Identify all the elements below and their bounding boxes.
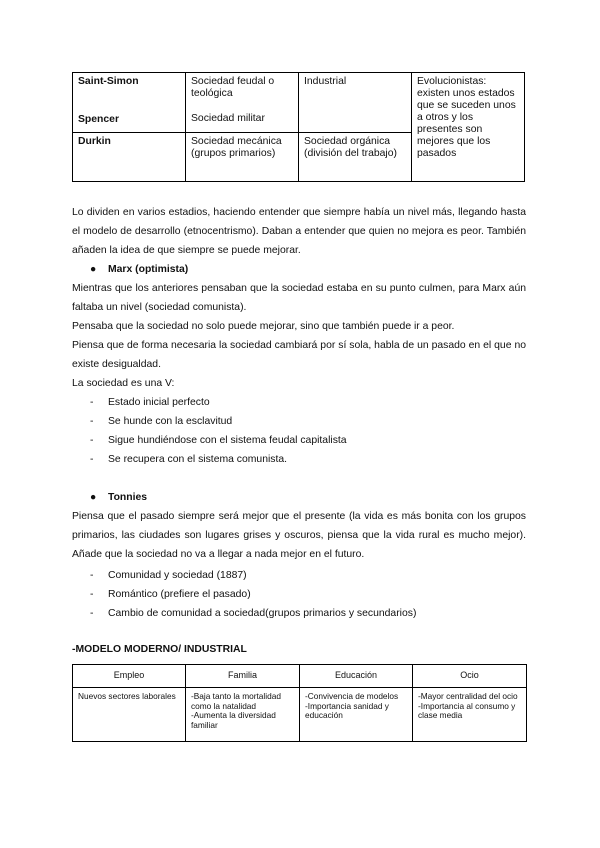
table-header-row: [73, 665, 527, 688]
column-header: Familia: [186, 665, 300, 688]
tonnies-heading: ● Tonnies: [90, 488, 147, 507]
marx-paragraph-3: Piensa que de forma necesaria la sociedad cambiará por sí sola, habla de un pasado en el que no existe desigualdad.: [72, 340, 526, 370]
table-cell: -Mayor centralidad del ocio -Importancia al consumo y clase media: [413, 688, 527, 742]
bullet-icon: ●: [90, 264, 97, 275]
bullet-icon: ●: [90, 492, 97, 503]
list-item: - Comunidad y sociedad (1887): [90, 570, 247, 581]
marx-paragraph-2: Pensaba que la sociedad no solo puede mejorar, sino que también puede ir a peor.: [72, 321, 455, 332]
marx-heading: ● Marx (optimista): [90, 260, 188, 279]
table-cell: Industrial: [299, 73, 412, 133]
tonnies-paragraph: Piensa que el pasado siempre será mejor que el presente (la vida es más bonita con los grupos primarios, las ciudades son lugares grises y oscuros, piensa que la vida rural es mucho mejor). Añade que la sociedad no va a llegar a nada mejor en el futuro.: [72, 511, 526, 560]
list-item: - Se recupera con el sistema comunista.: [90, 454, 288, 465]
table-row: [73, 688, 527, 742]
table-cell: -Baja tanto la mortalidad como la natalidad -Aumenta la diversidad familiar: [186, 688, 300, 742]
modelo-table: [72, 664, 527, 742]
table-cell: Sociedad orgánica (división del trabajo): [299, 133, 412, 182]
marx-paragraph-4: La sociedad es una V:: [72, 378, 175, 389]
table-cell: Saint-Simon Spencer: [73, 73, 186, 133]
table-row: [73, 73, 525, 133]
list-item: - Estado inicial perfecto: [90, 397, 210, 408]
section-title: -MODELO MODERNO/ INDUSTRIAL: [72, 644, 247, 655]
list-item: - Sigue hundiéndose con el sistema feudal capitalista: [90, 435, 347, 446]
column-header: Educación: [300, 665, 413, 688]
list-item: - Cambio de comunidad a sociedad(grupos primarios y secundarios): [90, 608, 417, 619]
column-header: Ocio: [413, 665, 527, 688]
table-cell: -Convivencia de modelos -Importancia sanidad y educación: [300, 688, 413, 742]
table-cell: Nuevos sectores laborales: [73, 688, 186, 742]
table-cell: Sociedad feudal o teológica Sociedad militar: [186, 73, 299, 133]
table-cell: Sociedad mecánica (grupos primarios): [186, 133, 299, 182]
theories-table: [72, 72, 525, 182]
column-header: Empleo: [73, 665, 186, 688]
list-item: - Se hunde con la esclavitud: [90, 416, 233, 427]
intro-paragraph: Lo dividen en varios estadios, haciendo entender que siempre había un nivel más, llegando hasta el modelo de desarrollo (etnocentrismo). Daban a entender que quien no mejora es peor. También añaden la idea de que siempre se puede mejorar.: [72, 207, 526, 256]
marx-paragraph-1: Mientras que los anteriores pensaban que la sociedad estaba en su punto culmen, para Marx aún faltaba un nivel (sociedad comunista).: [72, 283, 526, 313]
list-item: - Romántico (prefiere el pasado): [90, 589, 251, 600]
table-cell: Durkin: [73, 133, 186, 182]
evolucionistas-cell: Evolucionistas: existen unos estados que se suceden unos a otros y los presentes son mejores que los pasados: [412, 73, 525, 182]
